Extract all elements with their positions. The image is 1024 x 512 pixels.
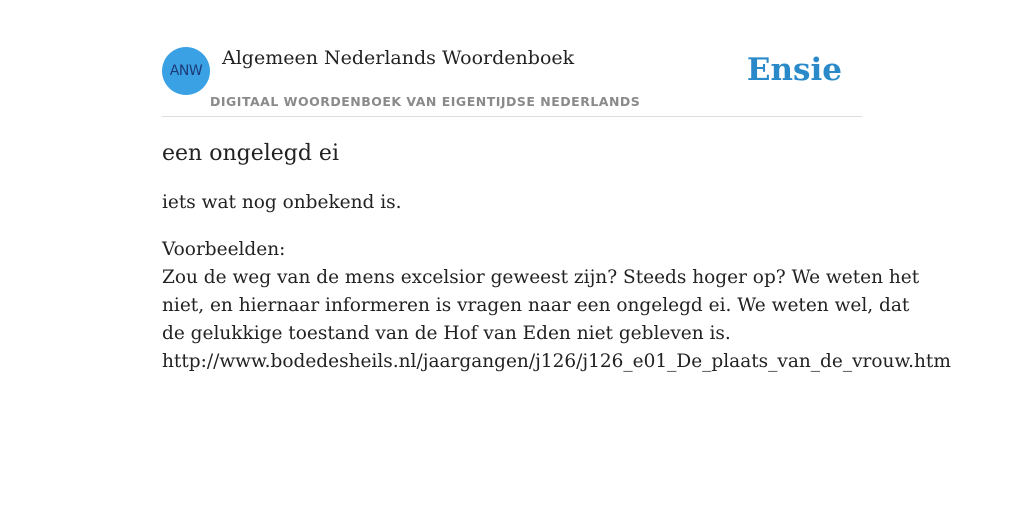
- example-line: Zou de weg van de mens excelsior geweest zijn? Steeds hoger op? We weten het: [162, 267, 920, 288]
- entry-term: een ongelegd ei: [162, 141, 339, 166]
- site-title[interactable]: Algemeen Nederlands Woordenboek: [222, 47, 575, 69]
- example-line: de gelukkige toestand van de Hof van Eden niet gebleven is.: [162, 323, 731, 344]
- example-line: niet, en hiernaar informeren is vragen naar een ongelegd ei. We weten wel, dat: [162, 295, 910, 316]
- logo-text: ANW: [169, 63, 203, 79]
- entry-definition: iets wat nog onbekend is.: [162, 192, 402, 213]
- site-header: [162, 40, 862, 117]
- ensie-brand-logo[interactable]: Ensie: [746, 52, 842, 88]
- examples-label: Voorbeelden:: [162, 239, 286, 260]
- site-subtitle: DIGITAAL WOORDENBOEK VAN EIGENTIJDSE NEDERLANDS: [210, 94, 641, 109]
- entry-content: [162, 138, 951, 376]
- anw-logo[interactable]: [162, 47, 210, 95]
- example-source-url: http://www.bodedesheils.nl/jaargangen/j126/j126_e01_De_plaats_van_de_vrouw.htm: [162, 351, 951, 372]
